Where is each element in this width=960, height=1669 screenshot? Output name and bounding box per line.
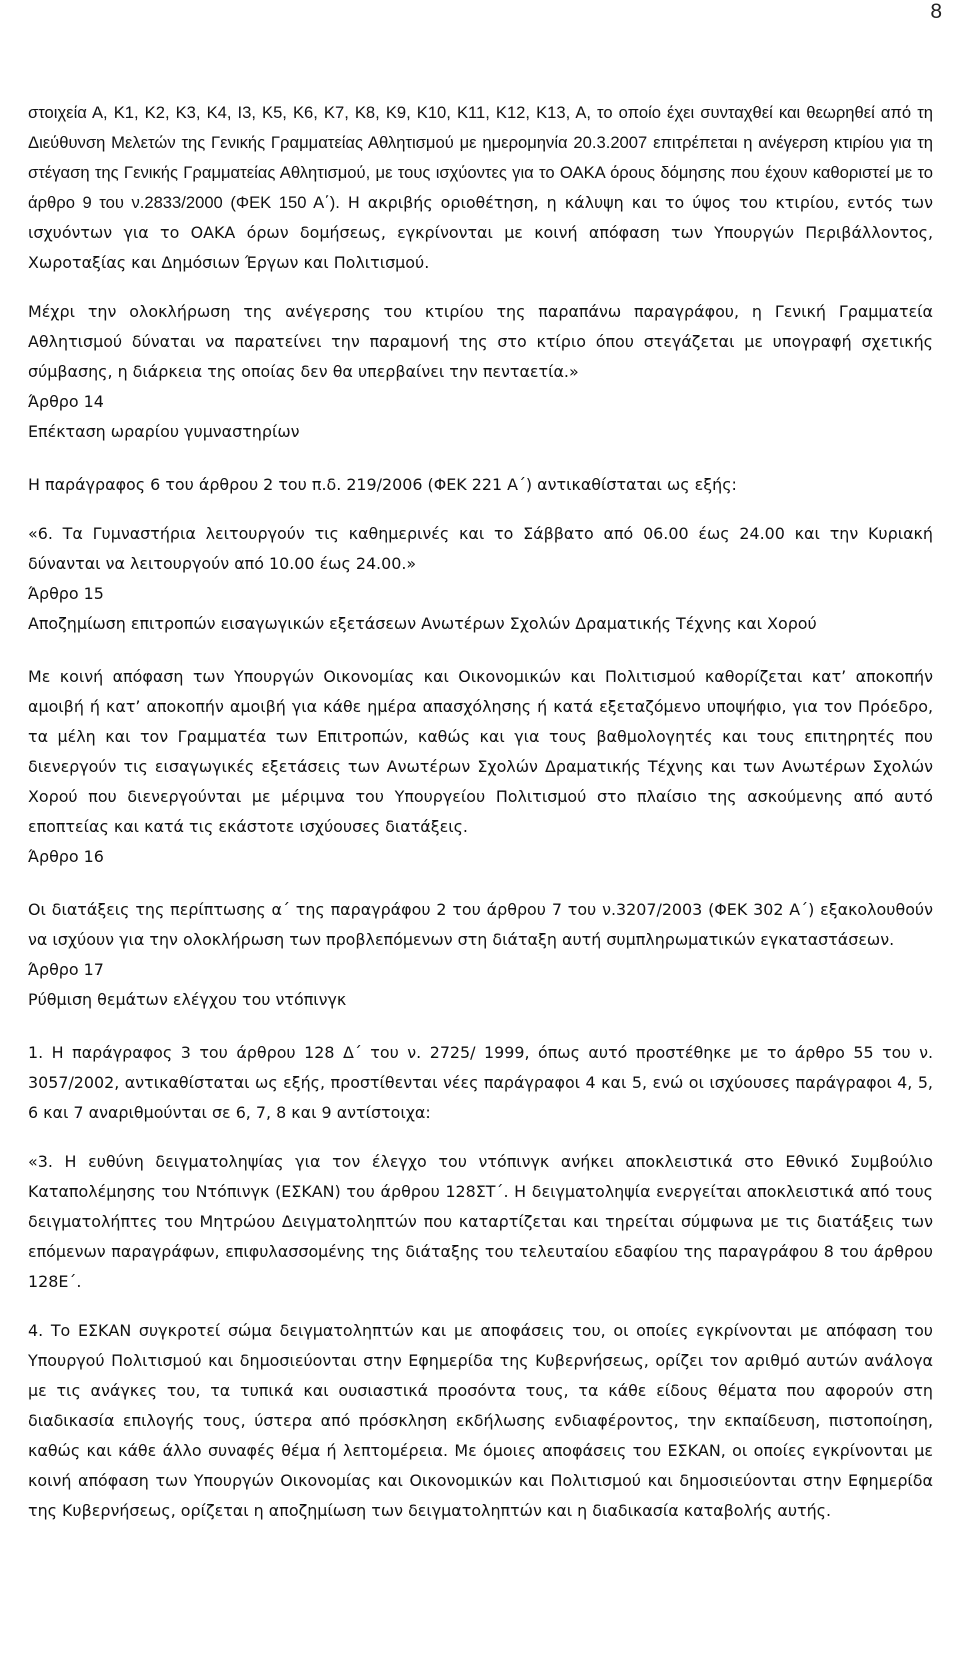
article-14-heading: Άρθρο 14: [28, 392, 104, 411]
article-15-heading: Άρθρο 15: [28, 584, 104, 603]
article-14-intro: Η παράγραφος 6 του άρθρου 2 του π.δ. 219/2006 (ΦΕΚ 221 Α΄) αντικαθίσταται ως εξής:: [28, 475, 737, 494]
paragraph-completion: Μέχρι την ολοκλήρωση της ανέγερσης του κτιρίου της παραπάνω παραγράφου, η Γενική Γραμματεία Αθλητισμού δύναται να παρατείνει την παραμονή της στο κτίριο όπου στεγάζεται με υπογραφή σχετικής σύμβασης, η διάρκεια της οποίας δεν θα υπερβαίνει την πενταετία.»: [28, 302, 933, 381]
article-16-text: Οι διατάξεις της περίπτωσης α΄ της παραγράφου 2 του άρθρου 7 του ν.3207/2003 (ΦΕΚ 302 Α΄) εξακολουθούν να ισχύουν για την ολοκλήρωση των προβλεπόμενων στη διάταξη αυτή συμπληρωματικών εγκαταστάσεων.: [28, 900, 933, 949]
article-17-paragraph-4: 4. Το ΕΣΚΑΝ συγκροτεί σώμα δειγματοληπτών και με αποφάσεις του, οι οποίες εγκρίνονται με απόφαση του Υπουργού Πολιτισμού και δημοσιεύονται στην Εφημερίδα της Κυβερνήσεως, ορίζει τον αριθμό αυτών ανάλογα με τις ανάγκες του, τα τυπικά και ουσιαστικά προσόντα τους, τα κάθε είδους θέματα που αφορούν στη διαδικασία επιλογής τους, ύστερα από πρόσκληση εκδήλωσης ενδιαφέροντος, την εκπαίδευση, πιστοποίηση, καθώς και κάθε άλλο συναφές θέμα ή λεπτομέρεια. Με όμοιες αποφάσεις του ΕΣΚΑΝ, οι οποίες εγκρίνονται με κοινή απόφαση των Υπουργών Οικονομίας και Οικονομικών και Πολιτισμού και δημοσιεύονται στην Εφημερίδα της Κυβερνήσεως, ορίζεται η αποζημίωση των δειγματοληπτών και η διαδικασία καταβολής αυτής.: [28, 1321, 933, 1520]
article-17-title: Ρύθμιση θεμάτων ελέγχου του ντόπινγκ: [28, 990, 347, 1009]
paragraph-text-part-a: στοιχεία Α, Κ1, Κ2, Κ3, Κ4, Ι3, Κ5, Κ6, Κ7, Κ8, Κ9, Κ10, Κ11, Κ12, Κ13, Α, το οποίο έχει συνταχθεί και θεωρηθεί από τη Διεύθυνση Μελετών της Γενικής Γραμματείας Αθλητισμού με ημερομηνία 20.3.2007 επιτρέπεται η ανέγερση κτιρίου για τη στέγαση της Γενικής Γραμματείας Αθλητισμού, με τους ισχύοντες για το ΟΑΚΑ όρους δόμησης που έχουν καθοριστεί με το άρθρο 9 του ν.2833/2000 (ΦΕΚ 150 Α΄).: [28, 103, 933, 212]
page-number: 8: [930, 0, 942, 23]
article-15-text: Με κοινή απόφαση των Υπουργών Οικονομίας και Οικονομικών και Πολιτισμού καθορίζεται κατ’ αποκοπήν αμοιβή ή κατ’ αποκοπήν αμοιβή για κάθε ημέρα απασχόλησης ή κατά εξεταζόμενο υποψήφιο, για τον Πρόεδρο, τα μέλη και τον Γραμματέα των Επιτροπών, καθώς και για τους βαθμολογητές και τους επιτηρητές που διενεργούν τις εισαγωγικές εξετάσεις των Ανωτέρων Σχολών Δραματικής Τέχνης και των Ανωτέρων Σχολών Χορού που διενεργούνται με μέριμνα του Υπουργείου Πολιτισμού στο πλαίσιο της ασκούμενης από αυτό εποπτείας και κατά τις εκάστοτε ισχύουσες διατάξεις.: [28, 667, 933, 836]
paragraph-continued: [28, 98, 933, 278]
article-17-paragraph-1: 1. Η παράγραφος 3 του άρθρου 128 Δ΄ του ν. 2725/ 1999, όπως αυτό προστέθηκε με το άρθρο 55 του ν. 3057/2002, αντικαθίσταται ως εξής, προστίθενται νέες παράγραφοι 4 και 5, ενώ οι ισχύουσες παράγραφοι 4, 5, 6 και 7 αναριθμούνται σε 6, 7, 8 και 9 αντίστοιχα:: [28, 1043, 933, 1122]
article-17-heading: Άρθρο 17: [28, 960, 104, 979]
document-body: [28, 98, 933, 1526]
article-15-title: Αποζημίωση επιτροπών εισαγωγικών εξετάσεων Ανωτέρων Σχολών Δραματικής Τέχνης και Χορού: [28, 614, 817, 633]
article-16-heading: Άρθρο 16: [28, 847, 104, 866]
paragraph-text-part-b: Η ακριβής οριοθέτηση, η κάλυψη και το ύψος του κτιρίου, εντός των ισχυόντων για το ΟΑΚΑ όρων δομήσεως, εγκρίνονται με κοινή απόφαση των Υπουργών Περιβάλλοντος, Χωροταξίας και Δημόσιων Έργων και Πολιτισμού.: [28, 193, 933, 272]
article-14-text: «6. Τα Γυμναστήρια λειτουργούν τις καθημερινές και το Σάββατο από 06.00 έως 24.00 και την Κυριακή δύνανται να λειτουργούν από 10.00 έως 24.00.»: [28, 524, 933, 573]
article-17-paragraph-3: «3. Η ευθύνη δειγματοληψίας για τον έλεγχο του ντόπινγκ ανήκει αποκλειστικά στο Εθνικό Συμβούλιο Καταπολέμησης του Ντόπινγκ (ΕΣΚΑΝ) του άρθρου 128ΣΤ΄. Η δειγματοληψία ενεργείται αποκλειστικά από τους δειγματολήπτες του Μητρώου Δειγματοληπτών που καταρτίζεται και τηρείται σύμφωνα με τις διατάξεις των επόμενων παραγράφων, επιφυλασσομένης της διάταξης του τελευταίου εδαφίου της παραγράφου 8 του άρθρου 128Ε΄.: [28, 1152, 933, 1291]
article-14-title: Επέκταση ωραρίου γυμναστηρίων: [28, 422, 300, 441]
